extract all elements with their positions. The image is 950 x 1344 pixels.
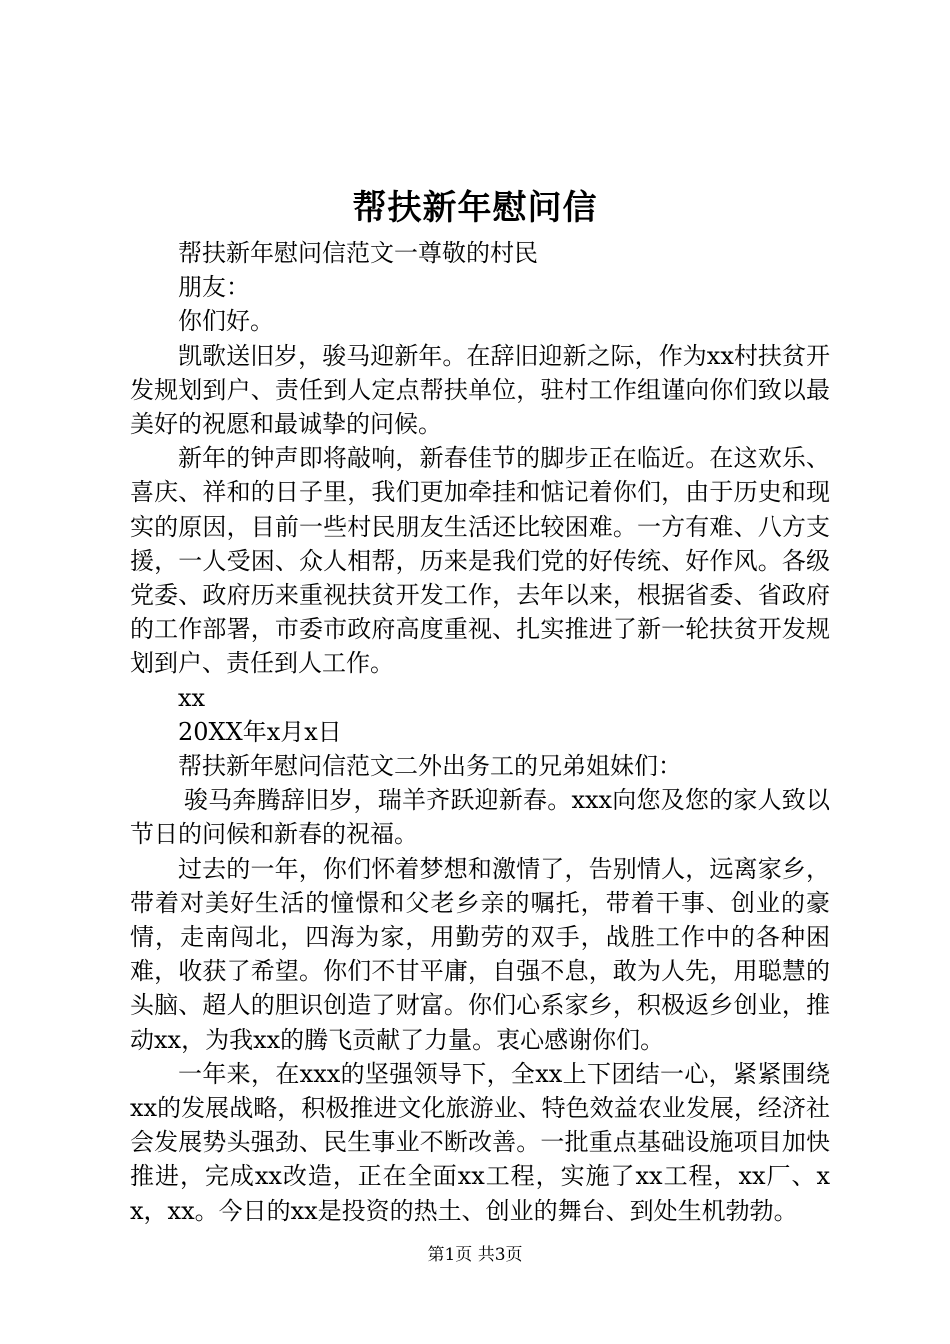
document-body <box>130 236 830 1228</box>
paragraph-date: 20XX年x月x日 <box>178 717 342 746</box>
paragraph-body: 新年的钟声即将敲响，新春佳节的脚步正在临近。在这欢乐、喜庆、祥和的日子里，我们更加牵挂和惦记着你们，由于历史和现实的原因，目前一些村民朋友生活还比较困难。一方有难、八方支援，一人受困、众人相帮，历来是我们党的好传统、好作风。各级党委、政府历来重视扶贫开发工作，去年以来，根据省委、省政府的工作部署，市委市政府高度重视、扎实推进了新一轮扶贫开发规划到户、责任到人工作。 <box>130 444 830 678</box>
paragraph-body: 过去的一年，你们怀着梦想和激情了，告别情人，远离家乡，带着对美好生活的憧憬和父老乡亲的嘱托，带着干事、创业的豪情，走南闯北，四海为家，用勤劳的双手，战胜工作中的各种困难，收获了希望。你们不甘平庸，自强不息，敢为人先，用聪慧的头脑、超人的胆识创造了财富。你们心系家乡，积极返乡创业，推动xx，为我xx的腾飞贡献了力量。衷心感谢你们。 <box>130 854 830 1054</box>
page-number-footer: 第1页 共3页 <box>427 1245 523 1265</box>
paragraph-greeting: 你们好。 <box>178 307 274 336</box>
document-title: 帮扶新年慰问信 <box>352 188 598 228</box>
paragraph-salutation-2: 朋友： <box>178 273 250 302</box>
paragraph-salutation-3: 帮扶新年慰问信范文二外出务工的兄弟姐妹们： <box>178 752 682 781</box>
paragraph-body: 凯歌送旧岁，骏马迎新年。在辞旧迎新之际，作为xx村扶贫开发规划到户、责任到人定点帮扶单位，驻村工作组谨向你们致以最美好的祝愿和最诚挚的问候。 <box>130 341 830 439</box>
paragraph-body: 骏马奔腾辞旧岁，瑞羊齐跃迎新春。xxx向您及您的家人致以节日的问候和新春的祝福。 <box>130 786 830 849</box>
paragraph-signature: xx <box>178 683 206 712</box>
paragraph-salutation-1: 帮扶新年慰问信范文一尊敬的村民 <box>178 239 538 267</box>
paragraph-body: 一年来，在xxx的坚强领导下，全xx上下团结一心，紧紧围绕xx的发展战略，积极推进文化旅游业、特色效益农业发展，经济社会发展势头强劲、民生事业不断改善。一批重点基础设施项目加快推进，完成xx改造，正在全面xx工程，实施了xx工程，xx厂、xx，xx。今日的xx是投资的热土、创业的舞台、到处生机勃勃。 <box>130 1059 830 1225</box>
